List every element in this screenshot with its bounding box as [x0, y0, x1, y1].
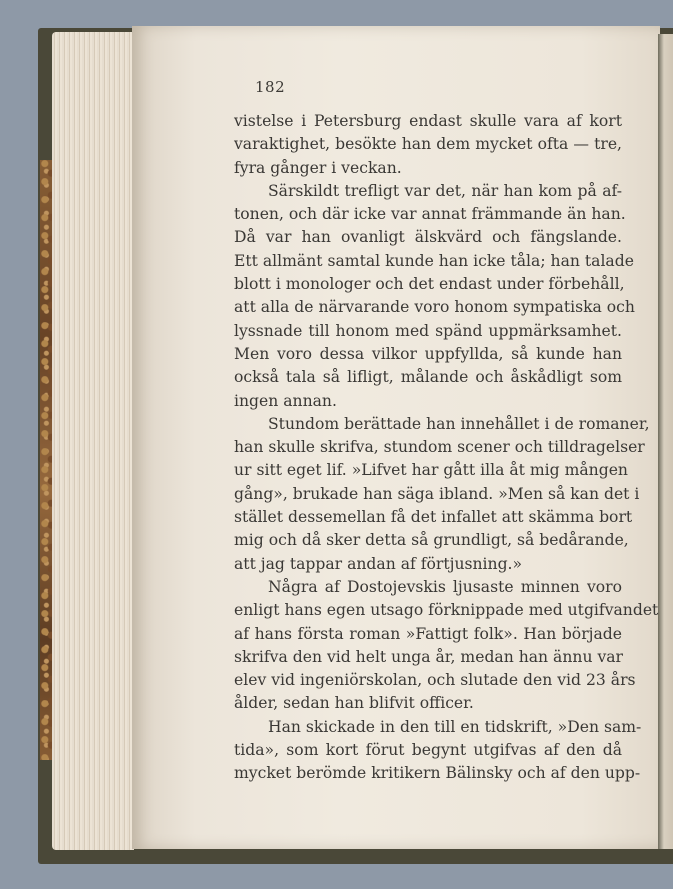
- text-line: fyra gånger i veckan.: [234, 158, 402, 177]
- text-line: ur sitt eget lif. »Lifvet har gått illa åt mig mången: [234, 461, 628, 480]
- page-number: 182: [255, 78, 286, 96]
- text-line: elev vid ingeniörskolan, och slutade den vid 23 års: [234, 671, 636, 690]
- text-line: af hans första roman »Fattigt folk». Han började: [234, 624, 622, 643]
- text-line: mig och då sker detta så grundligt, så bedårande,: [234, 531, 629, 550]
- page-stack-edge: [52, 32, 134, 850]
- text-line: gång», brukade han säga ibland. »Men så kan det i: [234, 484, 640, 503]
- text-line: Då var han ovanligt älskvärd och fängslande.: [234, 228, 622, 247]
- text-line: Han skickade in den till en tidskrift, »Den sam-: [268, 717, 642, 736]
- facing-page-edge: [658, 34, 673, 849]
- text-line: Särskildt trefligt var det, när han kom på af-: [268, 181, 622, 200]
- text-line: skrifva den vid helt unga år, medan han ännu var: [234, 647, 624, 666]
- text-line: stället dessemellan få det infallet att skämma bort: [234, 508, 633, 527]
- body-text: [234, 110, 659, 786]
- text-line: mycket berömde kritikern Bälinsky och af den upp-: [234, 764, 641, 783]
- text-line: enligt hans egen utsago förknippade med utgifvandet: [234, 601, 659, 620]
- text-line: tida», som kort förut begynt utgifvas af den då: [234, 741, 622, 760]
- text-line: han skulle skrifva, stundom scener och tilldragelser: [234, 438, 645, 457]
- text-line: lyssnade till honom med spänd uppmärksamhet.: [234, 321, 622, 340]
- text-line: varaktighet, besökte han dem mycket ofta — tre,: [234, 135, 622, 154]
- text-line: Ett allmänt samtal kunde han icke tåla; han talade: [234, 251, 634, 270]
- text-line: Några af Dostojevskis ljusaste minnen voro: [268, 577, 622, 596]
- text-line: att jag tappar andan af förtjusning.»: [234, 554, 523, 573]
- text-line: att alla de närvarande voro honom sympatiska och: [234, 298, 635, 317]
- text-line: Stundom berättade han innehållet i de romaner,: [268, 414, 650, 433]
- text-line: också tala så lifligt, målande och åskådligt som: [234, 368, 622, 387]
- text-line: ingen annan.: [234, 391, 337, 410]
- text-line: tonen, och där icke var annat främmande än han.: [234, 205, 626, 224]
- text-line: vistelse i Petersburg endast skulle vara af kort: [234, 112, 622, 130]
- text-line: blott i monologer och det endast under förbehåll,: [234, 275, 625, 294]
- text-line: ålder, sedan han blifvit officer.: [234, 694, 474, 713]
- text-line: Men voro dessa vilkor uppfyllda, så kunde han: [234, 344, 622, 363]
